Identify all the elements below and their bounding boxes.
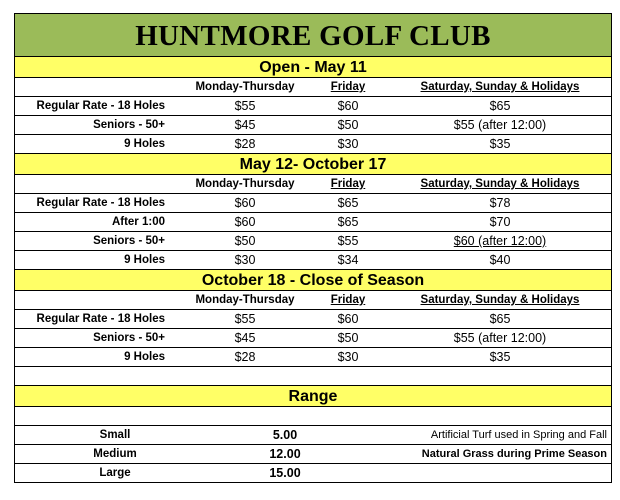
- col-mon-thu: Monday-Thursday: [195, 81, 295, 93]
- col-friday: Friday: [330, 294, 366, 306]
- column-header-row: [14, 175, 612, 194]
- col-mon-thu: Monday-Thursday: [195, 294, 295, 306]
- rate-weekend: $40: [489, 253, 511, 267]
- rate-weekend: $65: [489, 312, 511, 326]
- section-heading: Open - May 11: [14, 57, 612, 78]
- rate-friday: $30: [337, 350, 359, 364]
- range-price: 12.00: [269, 447, 301, 461]
- rate-label: Regular Rate - 18 Holes: [36, 100, 165, 112]
- range-price: 5.00: [272, 428, 298, 442]
- rate-row: [14, 251, 612, 270]
- rate-friday: $65: [337, 215, 359, 229]
- rate-friday: $60: [337, 312, 359, 326]
- rate-weekend: $60 (after 12:00): [453, 234, 547, 248]
- rate-row: [14, 232, 612, 251]
- rate-label: After 1:00: [111, 216, 165, 228]
- rate-friday: $65: [337, 196, 359, 210]
- rate-mon-thu: $30: [234, 253, 256, 267]
- rate-weekend: $35: [489, 137, 511, 151]
- rate-label: Regular Rate - 18 Holes: [36, 197, 165, 209]
- rate-weekend: $55 (after 12:00): [453, 331, 547, 345]
- rate-row: [14, 329, 612, 348]
- rate-label: Seniors - 50+: [93, 332, 165, 344]
- range-note: Artificial Turf used in Spring and Fall: [430, 429, 607, 441]
- rate-friday: $30: [337, 137, 359, 151]
- rate-row: [14, 310, 612, 329]
- rate-mon-thu: $55: [234, 312, 256, 326]
- rate-row: [14, 97, 612, 116]
- column-header-row: [14, 291, 612, 310]
- range-price: 15.00: [269, 466, 301, 480]
- club-title: HUNTMORE GOLF CLUB: [14, 13, 612, 57]
- col-weekend: Saturday, Sunday & Holidays: [420, 81, 580, 93]
- col-mon-thu: Monday-Thursday: [195, 178, 295, 190]
- rate-mon-thu: $60: [234, 196, 256, 210]
- rate-mon-thu: $60: [234, 215, 256, 229]
- rate-label: 9 Holes: [124, 138, 165, 150]
- rate-row: [14, 348, 612, 367]
- rate-weekend: $35: [489, 350, 511, 364]
- rate-label: 9 Holes: [124, 351, 165, 363]
- range-size: Small: [99, 429, 131, 441]
- col-weekend: Saturday, Sunday & Holidays: [420, 178, 580, 190]
- rate-row: [14, 116, 612, 135]
- rate-label: Seniors - 50+: [93, 235, 165, 247]
- rate-friday: $50: [337, 118, 359, 132]
- rate-mon-thu: $28: [234, 137, 256, 151]
- range-heading: Range: [14, 386, 612, 407]
- rate-label: 9 Holes: [124, 254, 165, 266]
- rate-mon-thu: $45: [234, 118, 256, 132]
- rate-weekend: $55 (after 12:00): [453, 118, 547, 132]
- col-friday: Friday: [330, 81, 366, 93]
- col-friday: Friday: [330, 178, 366, 190]
- rate-row: [14, 194, 612, 213]
- rate-weekend: $65: [489, 99, 511, 113]
- range-row: [14, 426, 612, 445]
- rate-weekend: $78: [489, 196, 511, 210]
- spacer-row: [14, 367, 612, 386]
- col-weekend: Saturday, Sunday & Holidays: [420, 294, 580, 306]
- range-note: Natural Grass during Prime Season: [421, 448, 607, 460]
- rate-label: Seniors - 50+: [93, 119, 165, 131]
- rate-weekend: $70: [489, 215, 511, 229]
- rate-mon-thu: $55: [234, 99, 256, 113]
- range-row: [14, 445, 612, 464]
- section-heading: October 18 - Close of Season: [14, 270, 612, 291]
- rate-friday: $50: [337, 331, 359, 345]
- rate-mon-thu: $50: [234, 234, 256, 248]
- rate-friday: $55: [337, 234, 359, 248]
- range-size: Medium: [93, 448, 137, 460]
- rate-label: Regular Rate - 18 Holes: [36, 313, 165, 325]
- spacer-row: [14, 407, 612, 426]
- rate-friday: $34: [337, 253, 359, 267]
- rate-row: [14, 135, 612, 154]
- range-size: Large: [99, 467, 131, 479]
- rate-friday: $60: [337, 99, 359, 113]
- rate-row: [14, 213, 612, 232]
- rate-sheet: [14, 13, 612, 483]
- column-header-row: [14, 78, 612, 97]
- section-heading: May 12- October 17: [14, 154, 612, 175]
- rate-mon-thu: $45: [234, 331, 256, 345]
- range-row: [14, 464, 612, 483]
- rate-mon-thu: $28: [234, 350, 256, 364]
